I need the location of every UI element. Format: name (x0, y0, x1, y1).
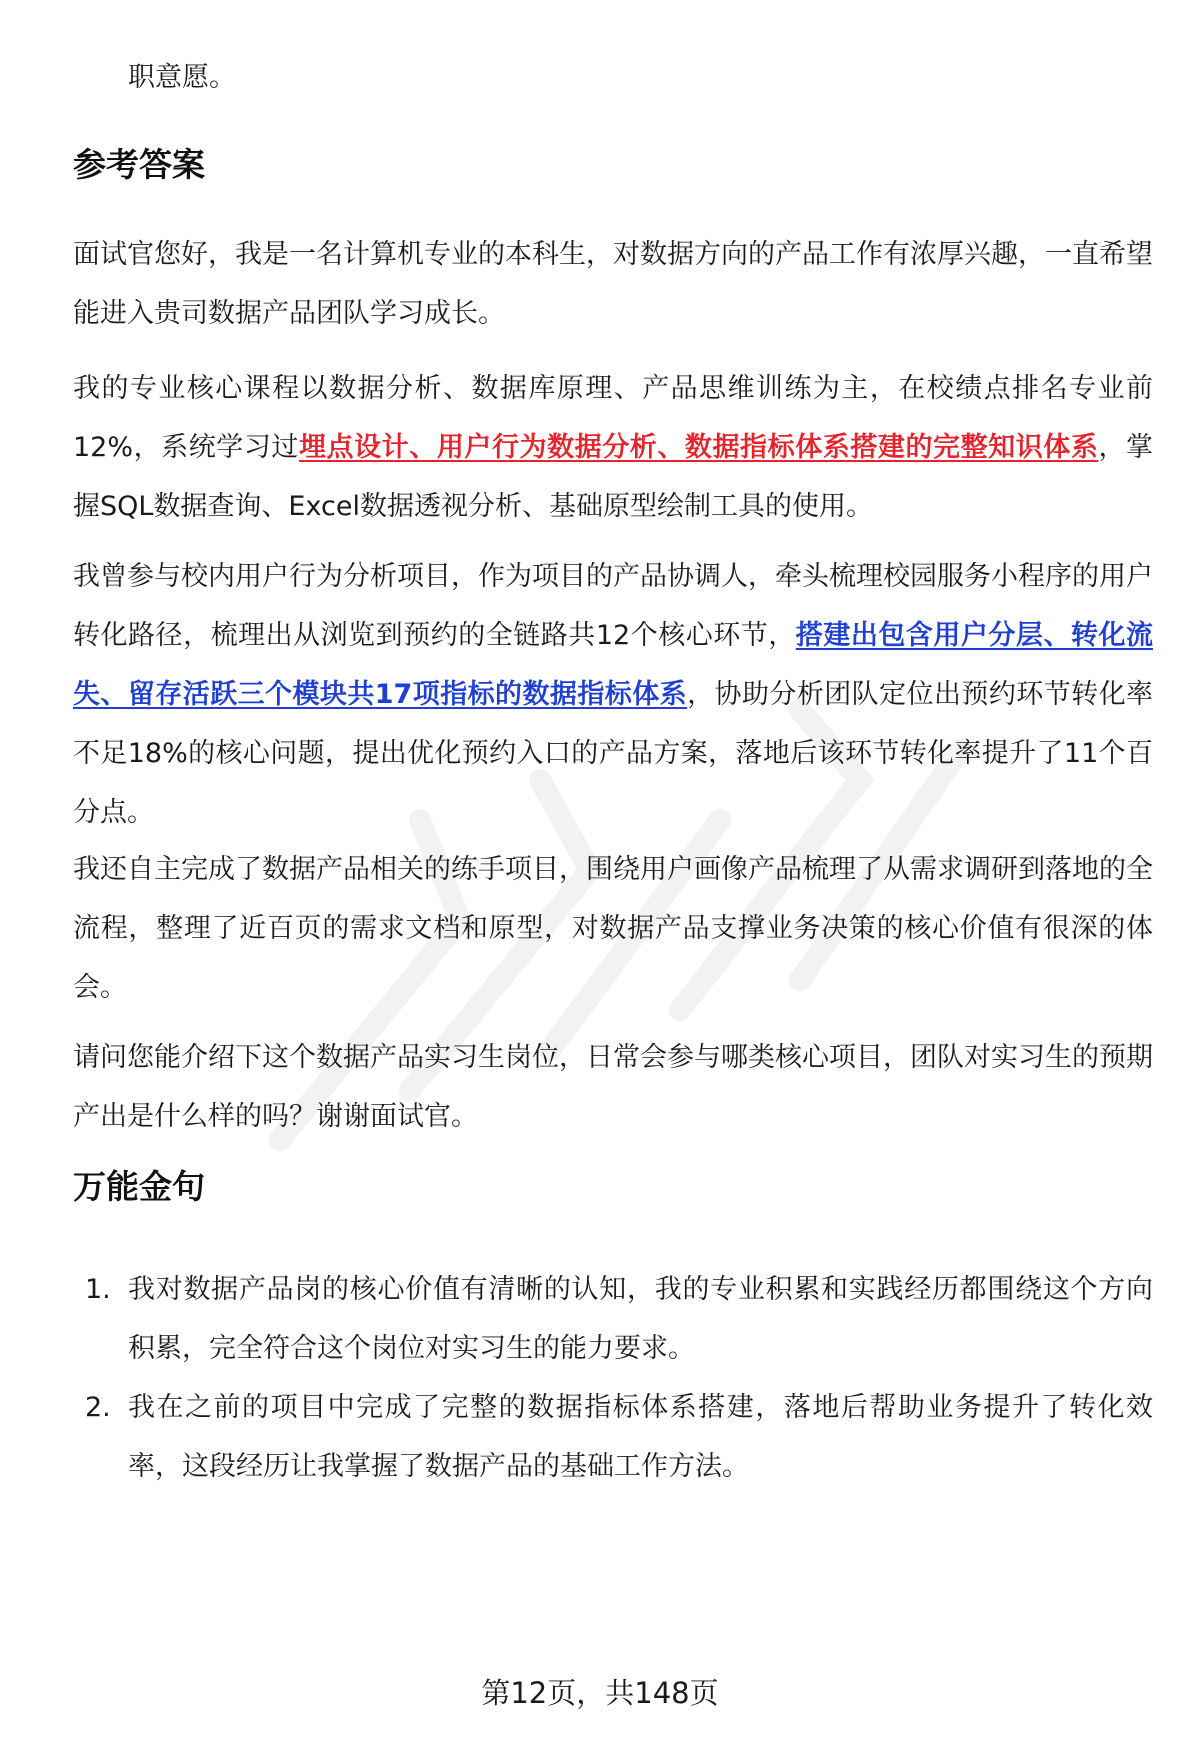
paragraph-2-text-end: ，掌握SQL数据查询、Excel数据透视分析、基础原型绘制工具的使用。 (73, 432, 1154, 522)
red-highlight-text: 埋点设计、用户行为数据分析、数据指标体系搭建的完整知识体系 (298, 432, 1099, 463)
golden-heading: 万能金句 (73, 1167, 205, 1206)
paragraph-2-text-start: 我的专业核心课程以数据分析、数据库原理、产品思维训练为主，在校绩点排名专业前12%，系统学习过 (73, 373, 1153, 463)
answer-paragraph-4: 我还自主完成了数据产品相关的练手项目，围绕用户画像产品梳理了从需求调研到落地的全流程，整理了近百页的需求文档和原型，对数据产品支撑业务决策的核心价值有很深的体会。 (73, 854, 1153, 1003)
answer-paragraph-1: 面试官您好，我是一名计算机专业的本科生，对数据方向的产品工作有浓厚兴趣，一直希望能进入贵司数据产品团队学习成长。 (73, 239, 1153, 329)
list-item-text: 我对数据产品岗的核心价值有清晰的认知，我的专业积累和实践经历都围绕这个方向积累，完全符合这个岗位对实习生的能力要求。 (128, 1274, 1153, 1364)
paragraph-3-text-end: ，协助分析团队定位出预约环节转化率不足18%的核心问题，提出优化预约入口的产品方案，落地后该环节转化率提升了11个百分点。 (73, 679, 1154, 828)
blue-highlight-text: 搭建出包含用户分层、转化流失、留存活跃三个模块共17项指标的数据指标体系 (73, 620, 1153, 710)
list-item (73, 1260, 1153, 1378)
answer-paragraph-2 (73, 359, 1153, 536)
answer-paragraph-3 (73, 547, 1153, 842)
list-number: 2. (85, 1392, 111, 1423)
golden-sentence-list (73, 1260, 1153, 1496)
answer-paragraph-5: 请问您能介绍下这个数据产品实习生岗位，日常会参与哪类核心项目，团队对实习生的预期产出是什么样的吗？谢谢面试官。 (73, 1042, 1153, 1132)
page-footer: 第12页，共148页 (481, 1676, 719, 1710)
continuation-text: 职意愿。 (128, 62, 236, 93)
list-item-text: 我在之前的项目中完成了完整的数据指标体系搭建，落地后帮助业务提升了转化效率，这段经历让我掌握了数据产品的基础工作方法。 (128, 1392, 1153, 1482)
answer-heading: 参考答案 (73, 145, 205, 184)
list-item (73, 1378, 1153, 1496)
list-number: 1. (85, 1274, 111, 1305)
paragraph-3-text-start: 我曾参与校内用户行为分析项目，作为项目的产品协调人，牵头梳理校园服务小程序的用户转化路径，梳理出从浏览到预约的全链路共12个核心环节， (73, 561, 1153, 651)
